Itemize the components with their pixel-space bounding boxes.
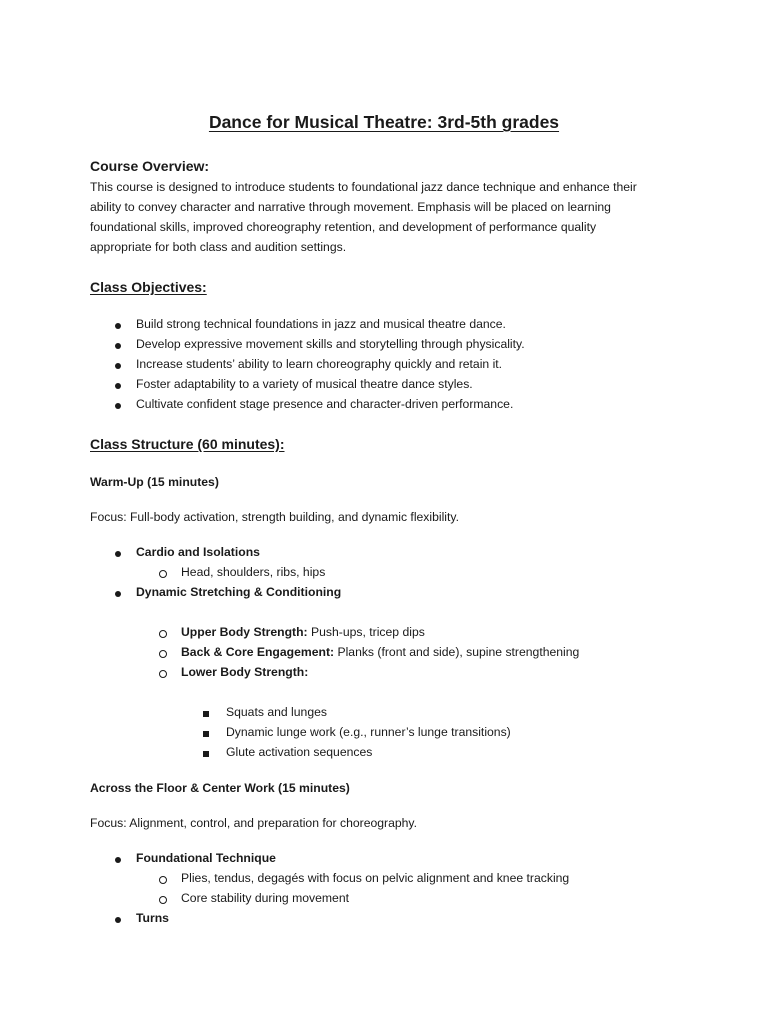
structure-heading: Class Structure (60 minutes): (90, 436, 285, 452)
upper-body-item: Upper Body Strength: Push-ups, tricep dips (181, 625, 425, 639)
technique-sub-item: Core stability during movement (181, 891, 349, 905)
lower-body-item: Lower Body Strength: (181, 665, 309, 679)
bullet-circle-icon (159, 650, 167, 658)
overview-line-4: appropriate for both class and audition settings. (90, 240, 347, 254)
overview-heading: Course Overview: (90, 158, 210, 174)
objective-item: Build strong technical foundations in jazz and musical theatre dance. (136, 317, 506, 331)
objective-item: Foster adaptability to a variety of musical theatre dance styles. (136, 377, 473, 391)
bullet-square-icon (203, 711, 209, 717)
bullet-dot-icon (115, 363, 121, 369)
bullet-circle-icon (159, 570, 167, 578)
turns-item: Turns (136, 911, 169, 925)
bullet-dot-icon (115, 917, 121, 923)
bullet-dot-icon (115, 343, 121, 349)
lower-body-sub-item: Glute activation sequences (226, 745, 373, 759)
floor-focus: Focus: Alignment, control, and preparation for choreography. (90, 816, 417, 830)
dynamic-item: Dynamic Stretching & Conditioning (136, 585, 342, 599)
bullet-circle-icon (159, 670, 167, 678)
lower-body-sub-item: Squats and lunges (226, 705, 327, 719)
bullet-square-icon (203, 731, 209, 737)
bullet-circle-icon (159, 896, 167, 904)
overview-line-1: This course is designed to introduce students to foundational jazz dance technique and enhance their (90, 180, 637, 194)
objective-item: Develop expressive movement skills and storytelling through physicality. (136, 337, 525, 351)
cardio-sub-item: Head, shoulders, ribs, hips (181, 565, 326, 579)
bullet-dot-icon (115, 857, 121, 863)
objectives-heading: Class Objectives: (90, 279, 207, 295)
technique-sub-item: Plies, tendus, degagés with focus on pelvic alignment and knee tracking (181, 871, 570, 885)
bullet-square-icon (203, 751, 209, 757)
bullet-dot-icon (115, 551, 121, 557)
overview-line-2: ability to convey character and narrative through movement. Emphasis will be placed on learning (90, 200, 611, 214)
lower-body-sub-item: Dynamic lunge work (e.g., runner’s lunge transitions) (226, 725, 511, 739)
technique-item: Foundational Technique (136, 851, 276, 865)
objective-item: Cultivate confident stage presence and character-driven performance. (136, 397, 514, 411)
bullet-circle-icon (159, 876, 167, 884)
warmup-focus: Focus: Full-body activation, strength building, and dynamic flexibility. (90, 510, 459, 524)
cardio-item: Cardio and Isolations (136, 545, 260, 559)
back-core-item: Back & Core Engagement: Planks (front and side), supine strengthening (181, 645, 580, 659)
overview-line-3: foundational skills, improved choreography retention, and development of performance quality (90, 220, 597, 234)
bullet-circle-icon (159, 630, 167, 638)
bullet-dot-icon (115, 323, 121, 329)
bullet-dot-icon (115, 591, 121, 597)
objective-item: Increase students’ ability to learn choreography quickly and retain it. (136, 357, 503, 371)
bullet-dot-icon (115, 403, 121, 409)
floor-heading: Across the Floor & Center Work (15 minutes) (90, 781, 350, 795)
bullet-dot-icon (115, 383, 121, 389)
warmup-heading: Warm-Up (15 minutes) (90, 475, 219, 489)
page-title: Dance for Musical Theatre: 3rd-5th grades (208, 112, 560, 132)
